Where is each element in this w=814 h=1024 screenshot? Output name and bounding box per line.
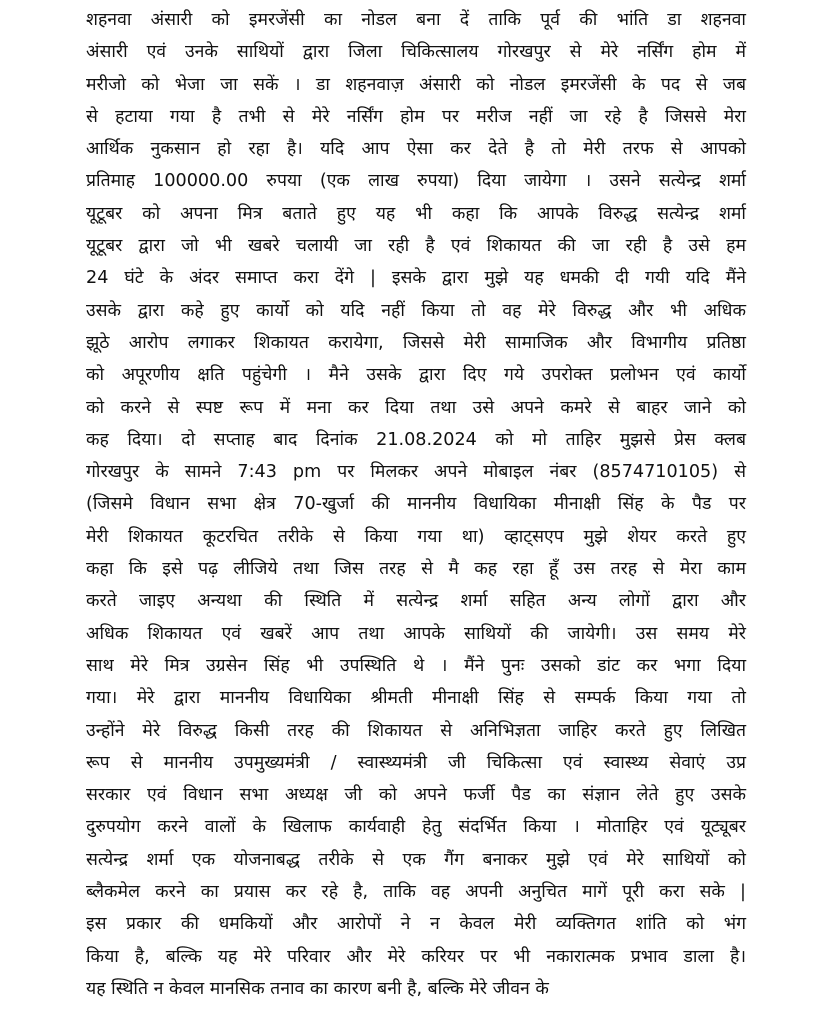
text-line: उन्होंने मेरे विरुद्ध किसी तरह की शिकायत से अनिभिज्ञता जाहिर करते हुए लिखित <box>86 720 746 741</box>
text-line: कहा कि इसे पढ़ लीजिये तथा जिस तरह से मै कह रहा हूँ उस तरह से मेरा काम <box>86 559 746 580</box>
text-line: किया है, बल्कि यह मेरे परिवार और मेरे करियर पर भी नकारात्मक प्रभाव डाला है। <box>86 946 746 967</box>
text-line: झूठे आरोप लगाकर शिकायत करायेगा, जिससे मेरी सामाजिक और विभागीय प्रतिष्ठा <box>86 332 746 353</box>
text-line: ब्लैकमेल करने का प्रयास कर रहे है, ताकि वह अपनी अनुचित मागें पूरी करा सके | <box>86 882 746 903</box>
text-line: को करने से स्पष्ट रूप में मना कर दिया तथा उसे अपने कमरे से बाहर जाने को <box>86 397 746 418</box>
text-line: शहनवा अंसारी को इमरजेंसी का नोडल बना दें ताकि पूर्व की भांति डा शहनवा <box>86 10 746 30</box>
text-line: अधिक शिकायत एवं खबरें आप तथा आपके साथियों की जायेगी। उस समय मेरे <box>86 623 746 644</box>
text-line: मरीजो को भेजा जा सकें । डा शहनवाज़ अंसारी को नोडल इमरजेंसी के पद से जब <box>86 74 746 95</box>
text-line: यूटूबर द्वारा जो भी खबरे चलायी जा रही है एवं शिकायत की जा रही है उसे हम <box>86 236 746 257</box>
letter-body-text <box>86 4 746 1005</box>
text-line: सत्येन्द्र शर्मा एक योजनाबद्ध तरीके से एक गैंग बनाकर मुझे एवं मेरे साथियों को <box>86 849 746 870</box>
text-line: को अपूरणीय क्षति पहुंचेगी । मैने उसके द्वारा दिए गये उपरोक्त प्रलोभन एवं कार्यो <box>86 365 746 386</box>
text-line: कह दिया। दो सप्ताह बाद दिनांक 21.08.2024 को मो ताहिर मुझसे प्रेस क्लब <box>86 429 746 450</box>
text-line: यह स्थिति न केवल मानसिक तनाव का कारण बनी है, बल्कि मेरे जीवन के <box>86 978 549 999</box>
text-line: गोरखपुर के सामने 7:43 pm पर मिलकर अपने मोबाइल नंबर (8574710105) से <box>86 462 746 483</box>
text-line: गया। मेरे द्वारा माननीय विधायिका श्रीमती मीनाक्षी सिंह से सम्पर्क किया गया तो <box>86 688 746 709</box>
text-line: आर्थिक नुकसान हो रहा है। यदि आप ऐसा कर देते है तो मेरी तरफ से आपको <box>86 139 746 160</box>
text-line: मेरी शिकायत कूटरचित तरीके से किया गया था) व्हाट्सएप मुझे शेयर करते हुए <box>86 526 746 547</box>
text-line: रूप से माननीय उपमुख्यमंत्री / स्वास्थ्यमंत्री जी चिकित्सा एवं स्वास्थ्य सेवाएं उप्र <box>86 752 746 773</box>
text-line: से हटाया गया है तभी से मेरे नर्सिंग होम पर मरीज नहीं जा रहे है जिससे मेरा <box>86 106 746 127</box>
text-line: (जिसमे विधान सभा क्षेत्र 70-खुर्जा की माननीय विधायिका मीनाक्षी सिंह के पैड पर <box>86 494 746 515</box>
text-line: साथ मेरे मित्र उग्रसेन सिंह भी उपस्थिति थे । मैंने पुनः उसको डांट कर भगा दिया <box>86 655 746 676</box>
text-line: प्रतिमाह 100000.00 रुपया (एक लाख रुपया) दिया जायेगा । उसने सत्येन्द्र शर्मा <box>86 171 746 192</box>
text-line: करते जाइए अन्यथा की स्थिति में सत्येन्द्र शर्मा सहित अन्य लोगों द्वारा और <box>86 591 746 612</box>
text-line: सरकार एवं विधान सभा अध्यक्ष जी को अपने फर्जी पैड का संज्ञान लेते हुए उसके <box>86 785 746 806</box>
text-line: 24 घंटे के अंदर समाप्त करा देंगे | इसके द्वारा मुझे यह धमकी दी गयी यदि मैंने <box>86 268 746 289</box>
text-line: अंसारी एवं उनके साथियों द्वारा जिला चिकित्सालय गोरखपुर से मेरे नर्सिंग होम में <box>86 42 746 63</box>
text-line: यूटूबर को अपना मित्र बताते हुए यह भी कहा कि आपके विरुद्ध सत्येन्द्र शर्मा <box>86 203 746 224</box>
text-line: उसके द्वारा कहे हुए कार्यो को यदि नहीं किया तो वह मेरे विरुद्ध और भी अधिक <box>86 300 746 321</box>
text-line: इस प्रकार की धमकियों और आरोपों ने न केवल मेरी व्यक्तिगत शांति को भंग <box>86 914 746 935</box>
text-line: दुरुपयोग करने वालों के खिलाफ कार्यवाही हेतु संदर्भित किया । मोताहिर एवं यूट्यूबर <box>86 817 746 838</box>
